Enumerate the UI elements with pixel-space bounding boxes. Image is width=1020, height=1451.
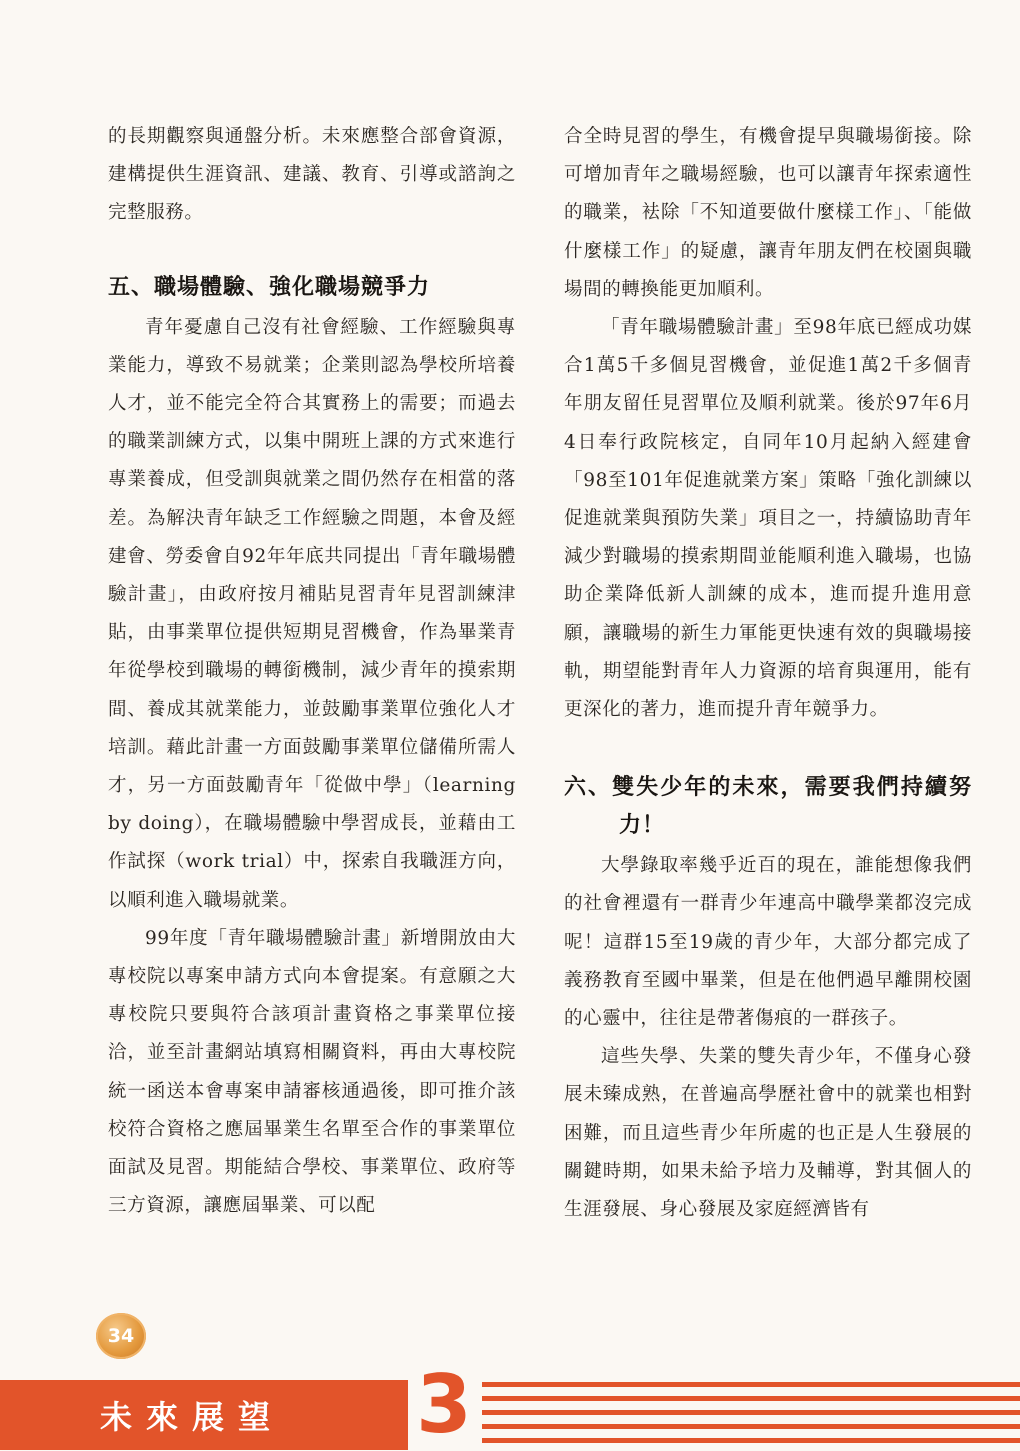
left-paragraph-2: 99年度「青年職場體驗計畫」新增開放由大專校院以專案申請方式向本會提案。有意願之大專校院只要與符合該項計畫資格之事業單位接洽，並至計畫網站填寫相關資料，再由大專校院統一函送本會專案申請審核通過後，即可推介該校符合資格之應屆畢業生名單至合作的事業單位面試及見習。期能結合學校、事業單位、政府等三方資源，讓應屆畢業、可以配 [108,927,516,1217]
left-column [108,118,516,1225]
footer-stripe [482,1382,1020,1387]
section-number: 3 [416,1358,472,1451]
right-paragraph-1: 「青年職場體驗計畫」至98年底已經成功媒合1萬5千多個見習機會，並促進1萬2千多個青年朋友留任見習單位及順利就業。後於97年6月4日奉行政院核定，自同年10月起納入經建會「98至101年促進就業方案」策略「強化訓練以促進就業與預防失業」項目之一，持續協助青年減少對職場的摸索期間並能順利進入職場，也協助企業降低新人訓練的成本，進而提升進用意願，讓職場的新生力軍能更快速有效的與職場接軌，期望能對青年人力資源的培育與運用，能有更深化的著力，進而提升青年競爭力。 [564,317,972,721]
right-paragraph-continued: 合全時見習的學生，有機會提早與職場銜接。除可增加青年之職場經驗，也可以讓青年探索適性的職業，袪除「不知道要做什麼樣工作」、「能做什麼樣工作」的疑慮，讓青年朋友們在校園與職場間的轉換能更加順利。 [564,126,972,300]
right-paragraph-2: 大學錄取率幾乎近百的現在，誰能想像我們的社會裡還有一群青少年連高中職學業都沒完成呢！這群15至19歲的青少年，大部分都完成了義務教育至國中畢業，但是在他們過早離開校園的心靈中，往往是帶著傷痕的一群孩子。 [564,855,972,1030]
footer-stripe [482,1410,1020,1415]
section-6-heading: 六、雙失少年的未來，需要我們持續努力！ [564,775,972,839]
left-paragraph-continued: 的長期觀察與通盤分析。未來應整合部會資源，建構提供生涯資訊、建議、教育、引導或諮詢之完整服務。 [108,126,516,224]
footer-stripe [482,1438,1020,1443]
footer-stripe [482,1396,1020,1401]
right-paragraph-3: 這些失學、失業的雙失青少年，不僅身心發展未臻成熟，在普遍高學歷社會中的就業也相對困難，而且這些青少年所處的也正是人生發展的關鍵時期，如果未給予培力及輔導，對其個人的生涯發展、身心發展及家庭經濟皆有 [564,1046,972,1221]
section-5-heading: 五、職場體驗、強化職場競爭力 [108,274,431,300]
footer-stripe [482,1424,1020,1429]
page-number-badge: 34 [96,1313,146,1359]
section-title: 未來展望 [100,1398,285,1436]
left-paragraph-1: 青年憂慮自己沒有社會經驗、工作經驗與專業能力，導致不易就業；企業則認為學校所培養人才，並不能完全符合其實務上的需要；而過去的職業訓練方式，以集中開班上課的方式來進行專業養成，但受訓與就業之間仍然存在相當的落差。為解決青年缺乏工作經驗之問題，本會及經建會、勞委會自92年年底共同提出「青年職場體驗計畫」，由政府按月補貼見習青年見習訓練津貼，由事業單位提供短期見習機會，作為畢業青年從學校到職場的轉銜機制，減少青年的摸索期間、養成其就業能力，並鼓勵事業單位強化人才培訓。藉此計畫一方面鼓勵事業單位儲備所需人才，另一方面鼓勵青年「從做中學」（learning by doing），在職場體驗中學習成長，並藉由工作試探（work trial）中，探索自我職涯方向，以順利進入職場就業。 [108,316,516,911]
right-column [564,118,972,1229]
